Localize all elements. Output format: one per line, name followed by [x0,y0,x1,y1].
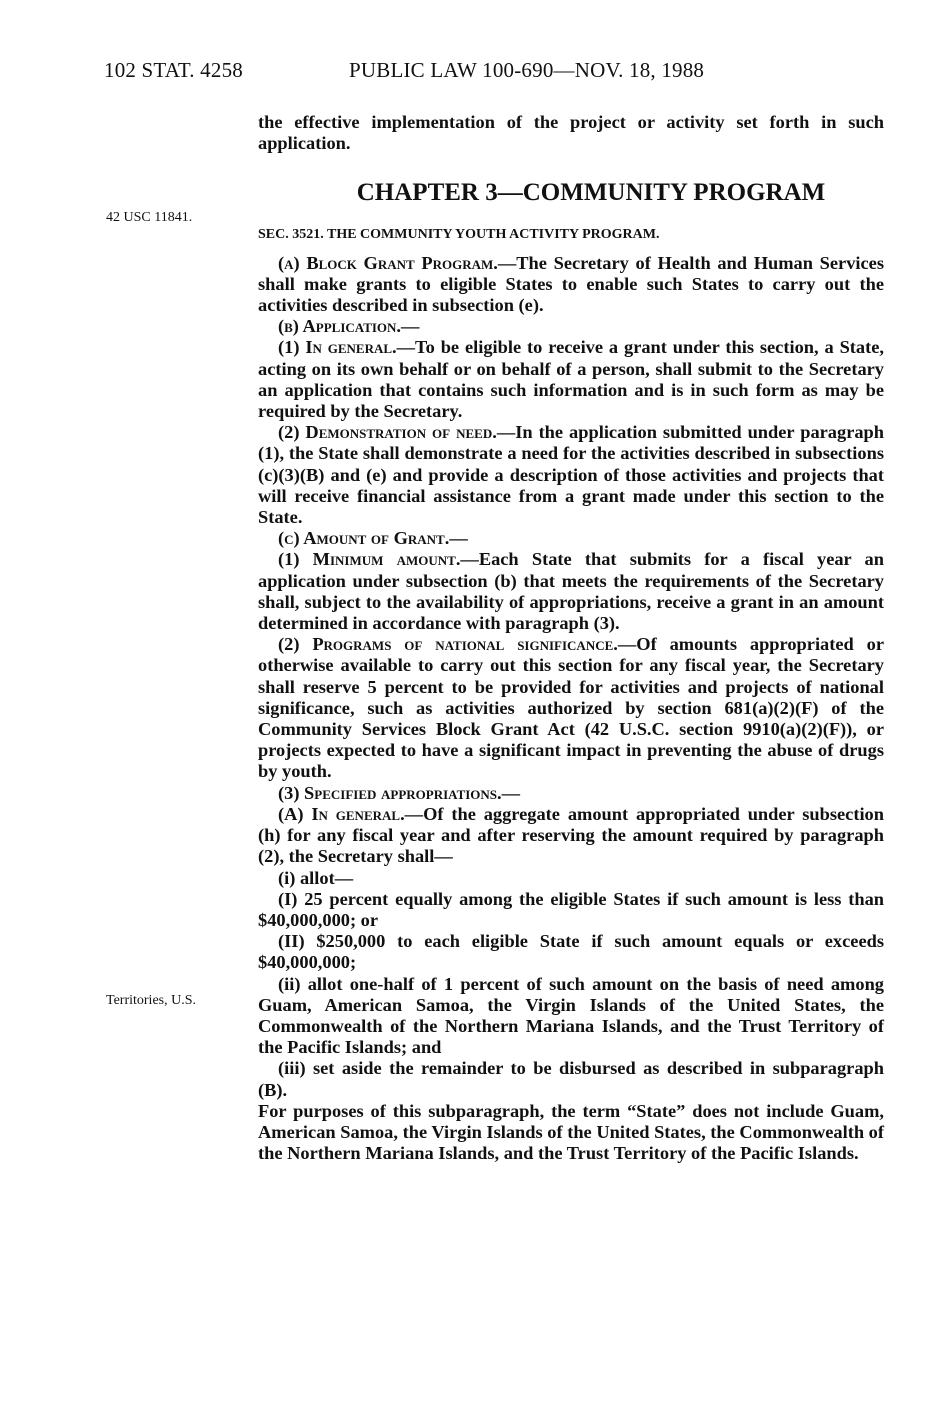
subsection-b-heading [258,316,884,337]
paragraph-c3-label: (3) Specified appropriations.— [278,782,521,803]
closing-text: For purposes of this subparagraph, the term “State” does not include Guam, American Samoa, the Virgin Islands of the United States, the Commonwealth of the Northern Mariana Islands, and the Trust Territory of the Pacific Islands. [258,1100,884,1164]
paragraph-b1-text: —To be eligible to receive a grant under this section, a State, acting on its own behalf or on behalf of a person, shall submit to the Secretary an application that contains such information and is in such form as may be required by the Secretary. [258,337,884,422]
continuation-text: the effective implementation of the project or activity set forth in such application. [258,112,884,154]
subparagraph-c3A-text: —Of the aggregate amount appropriated under subsection (h) for any fiscal year and after reserving the amount required by paragraph (2), the Secretary shall— [258,803,884,867]
chapter-title: CHAPTER 3—COMMUNITY PROGRAM [356,179,826,207]
paragraph-c3-heading [258,783,884,804]
paragraph-b2-label: (2) Demonstration of need. [278,422,497,443]
subparagraph-c3A [258,804,884,868]
margin-note-usc: 42 USC 11841. [106,210,193,225]
public-law-reference: PUBLIC LAW 100-690—NOV. 18, 1988 [349,58,705,82]
subsection-c-label: (c) Amount of Grant.— [278,528,468,549]
subsection-a-label: (a) Block Grant Program. [278,252,498,273]
subparagraph-c3A-label: (A) In general. [278,803,405,824]
paragraph-b1 [258,337,884,422]
subsection-c-heading [258,528,884,549]
paragraph-c1-text: —Each State that submits for a fiscal year an application under subsection (b) that meets the requirements of the Secretary shall, subject to the availability of appropriations, receive a grant in an amount determined in accordance with paragraph (3). [258,549,884,634]
margin-note-territories: Territories, U.S. [106,993,197,1008]
subsection-a [258,253,884,317]
page-header [104,58,705,83]
paragraph-c2-text: —Of amounts appropriated or otherwise available to carry out this section for any fiscal year, the Secretary shall reserve 5 percent to be provided for activities and projects of national significance, such as activities authorized by section 681(a)(2)(F) of the Community Services Block Grant Act (42 U.S.C. section 9910(a)(2)(F)), or projects expected to have a significant impact in preventing the abuse of drugs by youth. [258,634,884,782]
subclause-II: (II) $250,000 to each eligible State if such amount equals or exceeds $40,000,000; [258,931,884,973]
page-reference: 102 STAT. 4258 [104,58,243,82]
subsection-b-label: (b) Application.— [278,316,420,337]
paragraph-b2 [258,422,884,528]
paragraph-b1-label: (1) In general. [278,337,397,358]
statute-body [258,112,884,1164]
clause-ii: (ii) allot one-half of 1 percent of such amount on the basis of need among Guam, American Samoa, the Virgin Islands of the United States, the Commonwealth of the Northern Mariana Islands, and the Trust Territory of the Pacific Islands; and [258,973,884,1058]
paragraph-b2-text: —In the application submitted under paragraph (1), the State shall demonstrate a need for the activities described in subsections (c)(3)(B) and (e) and provide a description of those activities and projects that will receive financial assistance from a grant made under this section to the State. [258,422,885,528]
paragraph-c1-label: (1) Minimum amount. [278,549,461,570]
section-heading: SEC. 3521. THE COMMUNITY YOUTH ACTIVITY PROGRAM. [258,227,660,243]
subclause-I: (I) 25 percent equally among the eligible States if such amount is less than $40,000,000; or [258,888,884,930]
clause-i: (i) allot— [278,867,354,888]
clause-iii: (iii) set aside the remainder to be disbursed as described in subparagraph (B). [258,1058,884,1100]
paragraph-c1 [258,549,884,634]
subsection-a-text: —The Secretary of Health and Human Services shall make grants to eligible States to enable such States to carry out the activities described in subsection (e). [258,252,885,316]
paragraph-c2-label: (2) Programs of national significance. [278,634,618,655]
paragraph-c2 [258,634,884,782]
